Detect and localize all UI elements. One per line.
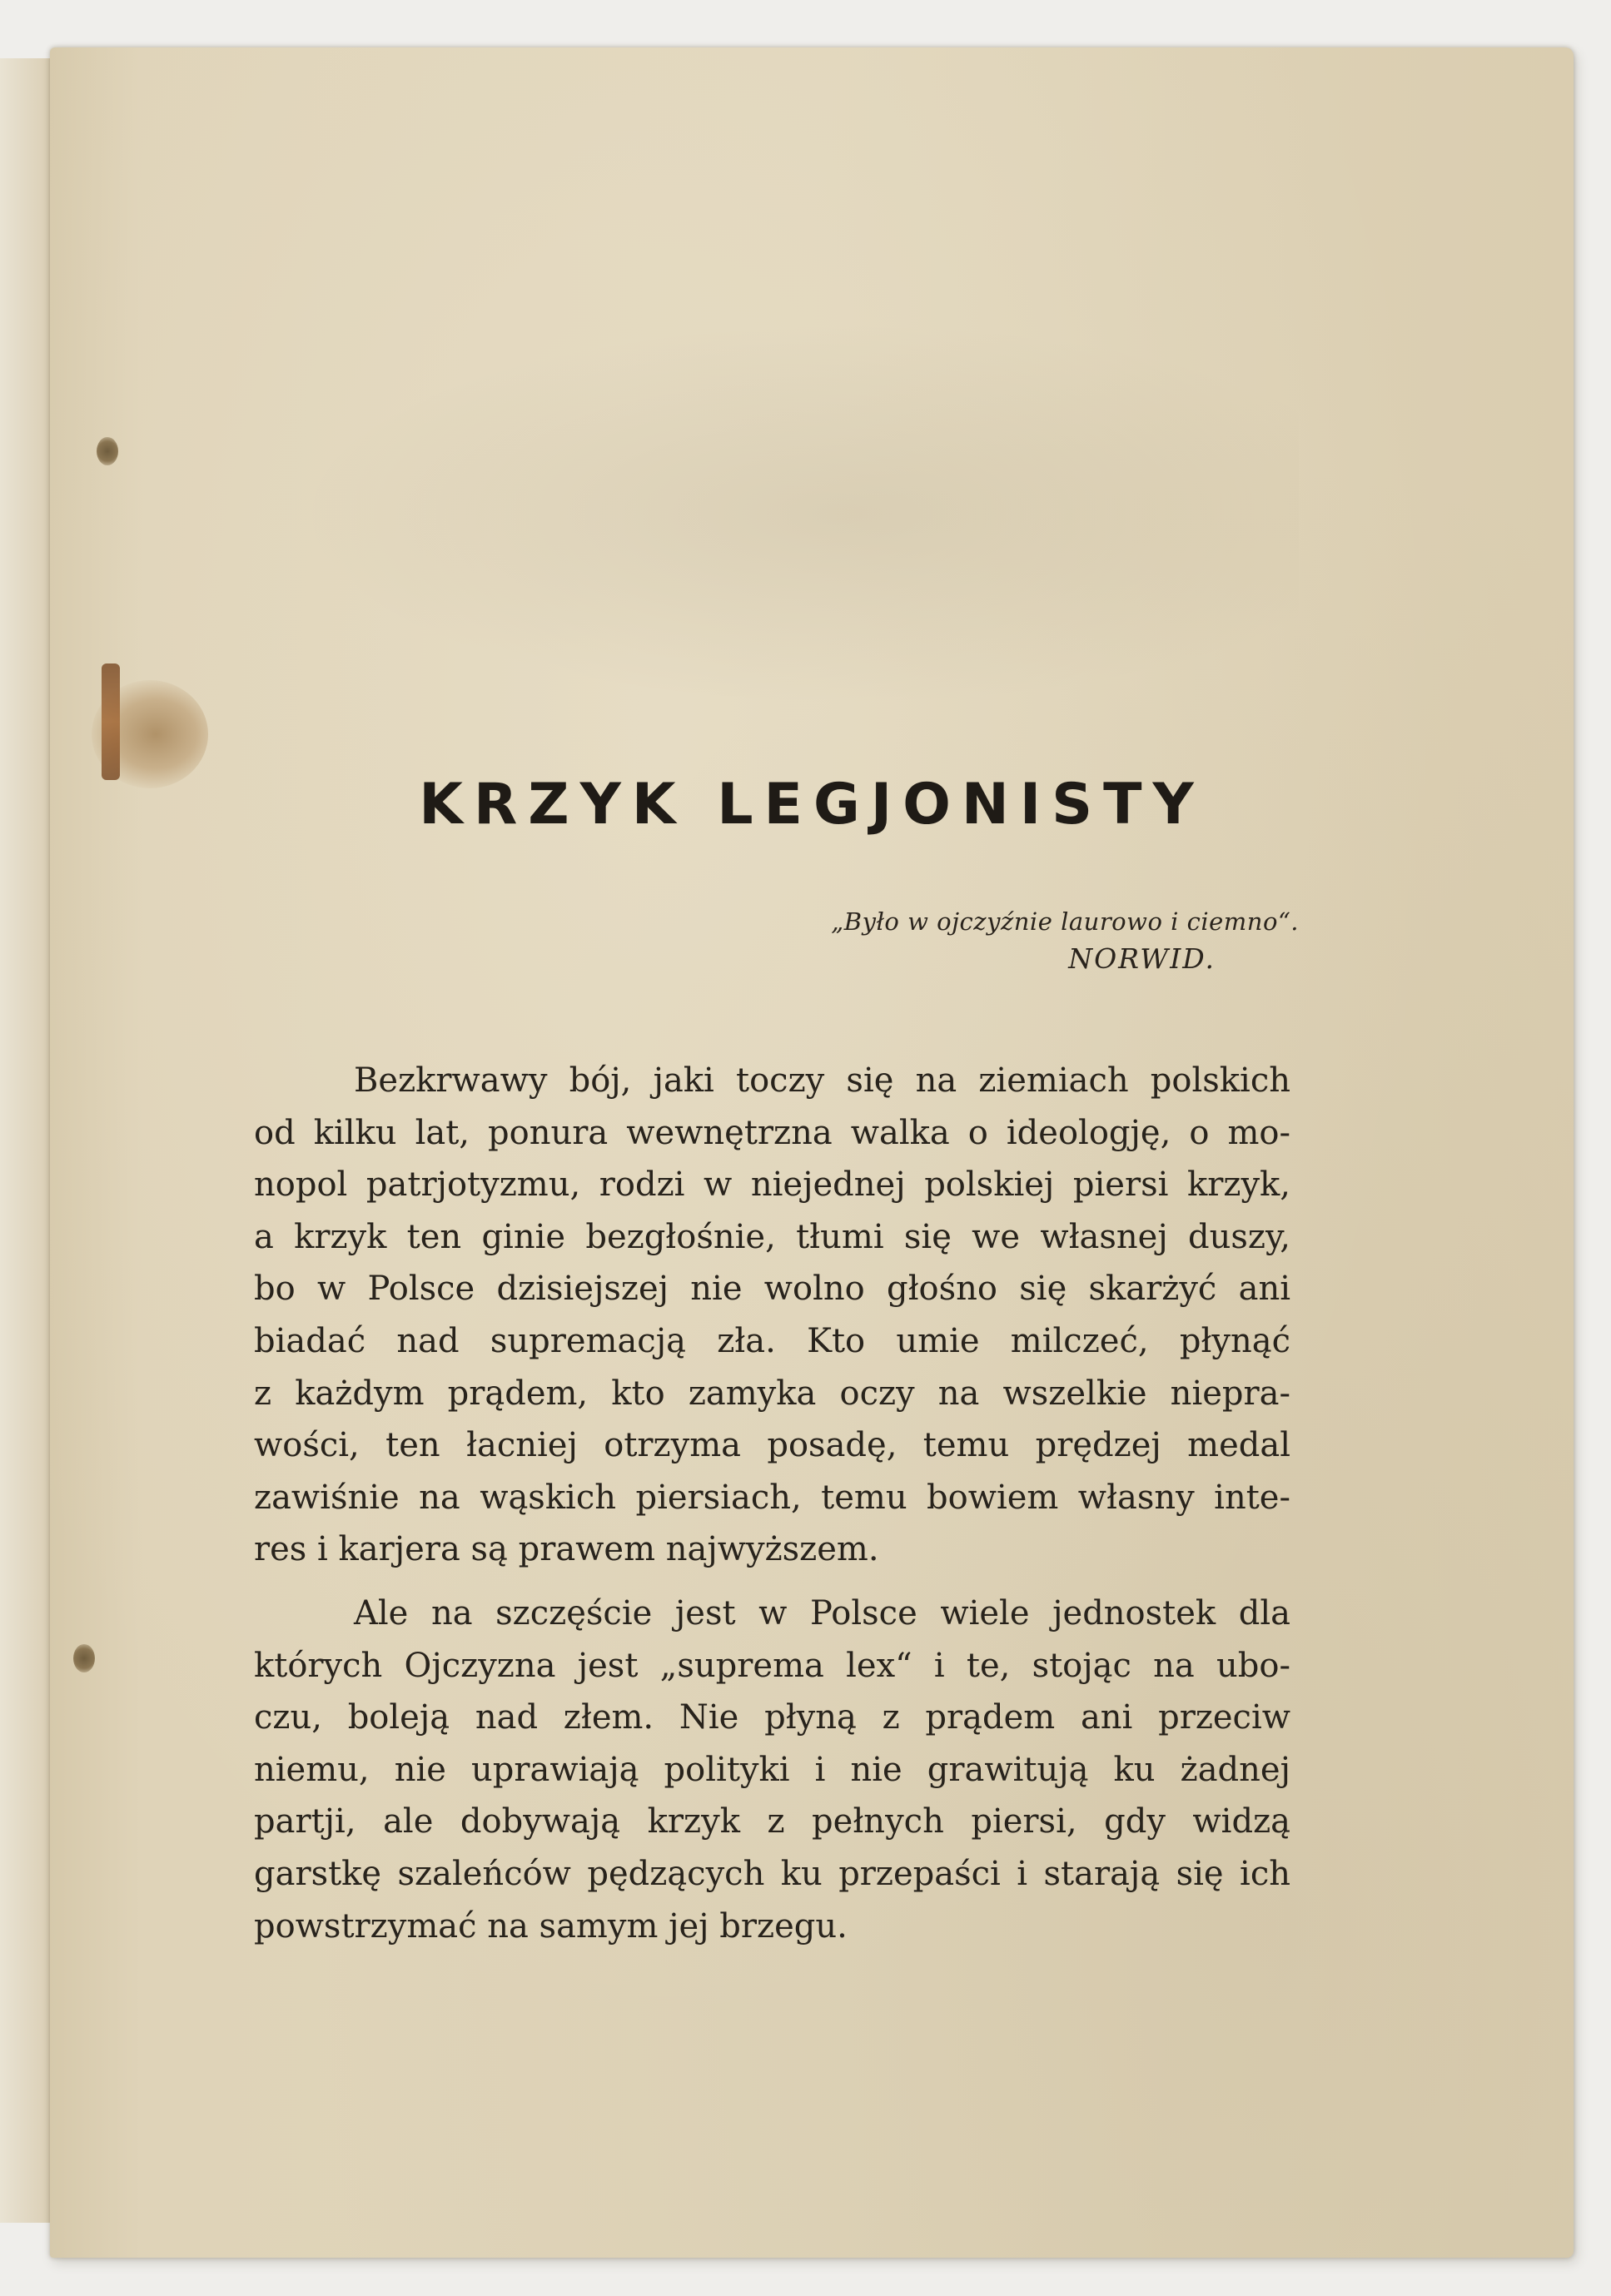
paragraph-1	[254, 1055, 1290, 1576]
text-line: czu, boleją nad złem. Nie płyną z prądem ani przeciw	[254, 1698, 1290, 1737]
text-line: bo w Polsce dzisiejszej nie wolno głośno się skarżyć ani	[254, 1270, 1290, 1309]
text-line: Bezkrwawy bój, jaki toczy się na ziemiach polskich	[354, 1061, 1290, 1100]
text-line: wości, ten łacniej otrzyma posadę, temu prędzej medal	[254, 1426, 1290, 1465]
text-line: Ale na szczęście jest w Polsce wiele jednostek dla	[354, 1593, 1290, 1633]
text-line: res i karjera są prawem najwyższem.	[254, 1530, 879, 1569]
epigraph	[831, 905, 1299, 980]
text-line: partji, ale dobywają krzyk z pełnych piersi, gdy widzą	[254, 1802, 1290, 1841]
epigraph-author: NORWID.	[1068, 942, 1216, 975]
paragraph-gap	[254, 1576, 1290, 1588]
text-line: biadać nad supremacją zła. Kto umie milczeć, płynąć	[254, 1321, 1290, 1360]
text-line: garstkę szaleńców pędzących ku przepaści i starają się ich	[254, 1854, 1290, 1893]
text-line: z każdym prądem, kto zamyka oczy na wszelkie niepra-	[254, 1374, 1290, 1413]
text-line: powstrzymać na samym jej brzegu.	[254, 1906, 848, 1946]
paragraph-2	[254, 1588, 1290, 1952]
text-line: a krzyk ten ginie bezgłośnie, tłumi się we własnej duszy,	[254, 1217, 1290, 1256]
book-page	[50, 47, 1574, 2258]
text-line: zawiśnie na wąskich piersiach, temu bowiem własny inte-	[254, 1478, 1290, 1517]
text-line: niemu, nie uprawiają polityki i nie grawitują ku żadnej	[254, 1750, 1290, 1789]
text-line: których Ojczyzna jest „suprema lex“ i te, stojąc na ubo-	[254, 1646, 1290, 1685]
page-title: KRZYK LEGJONISTY	[419, 772, 1205, 837]
text-line: nopol patrjotyzmu, rodzi w niejednej polskiej piersi krzyk,	[254, 1165, 1290, 1205]
epigraph-quote: „Było w ojczyźnie laurowo i ciemno“.	[831, 907, 1299, 936]
binding-staple	[102, 663, 120, 780]
body-text	[254, 1055, 1290, 1952]
binding-hole-top	[97, 437, 118, 465]
text-line: od kilku lat, ponura wewnętrzna walka o ideologję, o mo-	[254, 1113, 1290, 1152]
binding-hole-bottom	[73, 1644, 95, 1672]
show-through-from-back	[300, 322, 1299, 705]
